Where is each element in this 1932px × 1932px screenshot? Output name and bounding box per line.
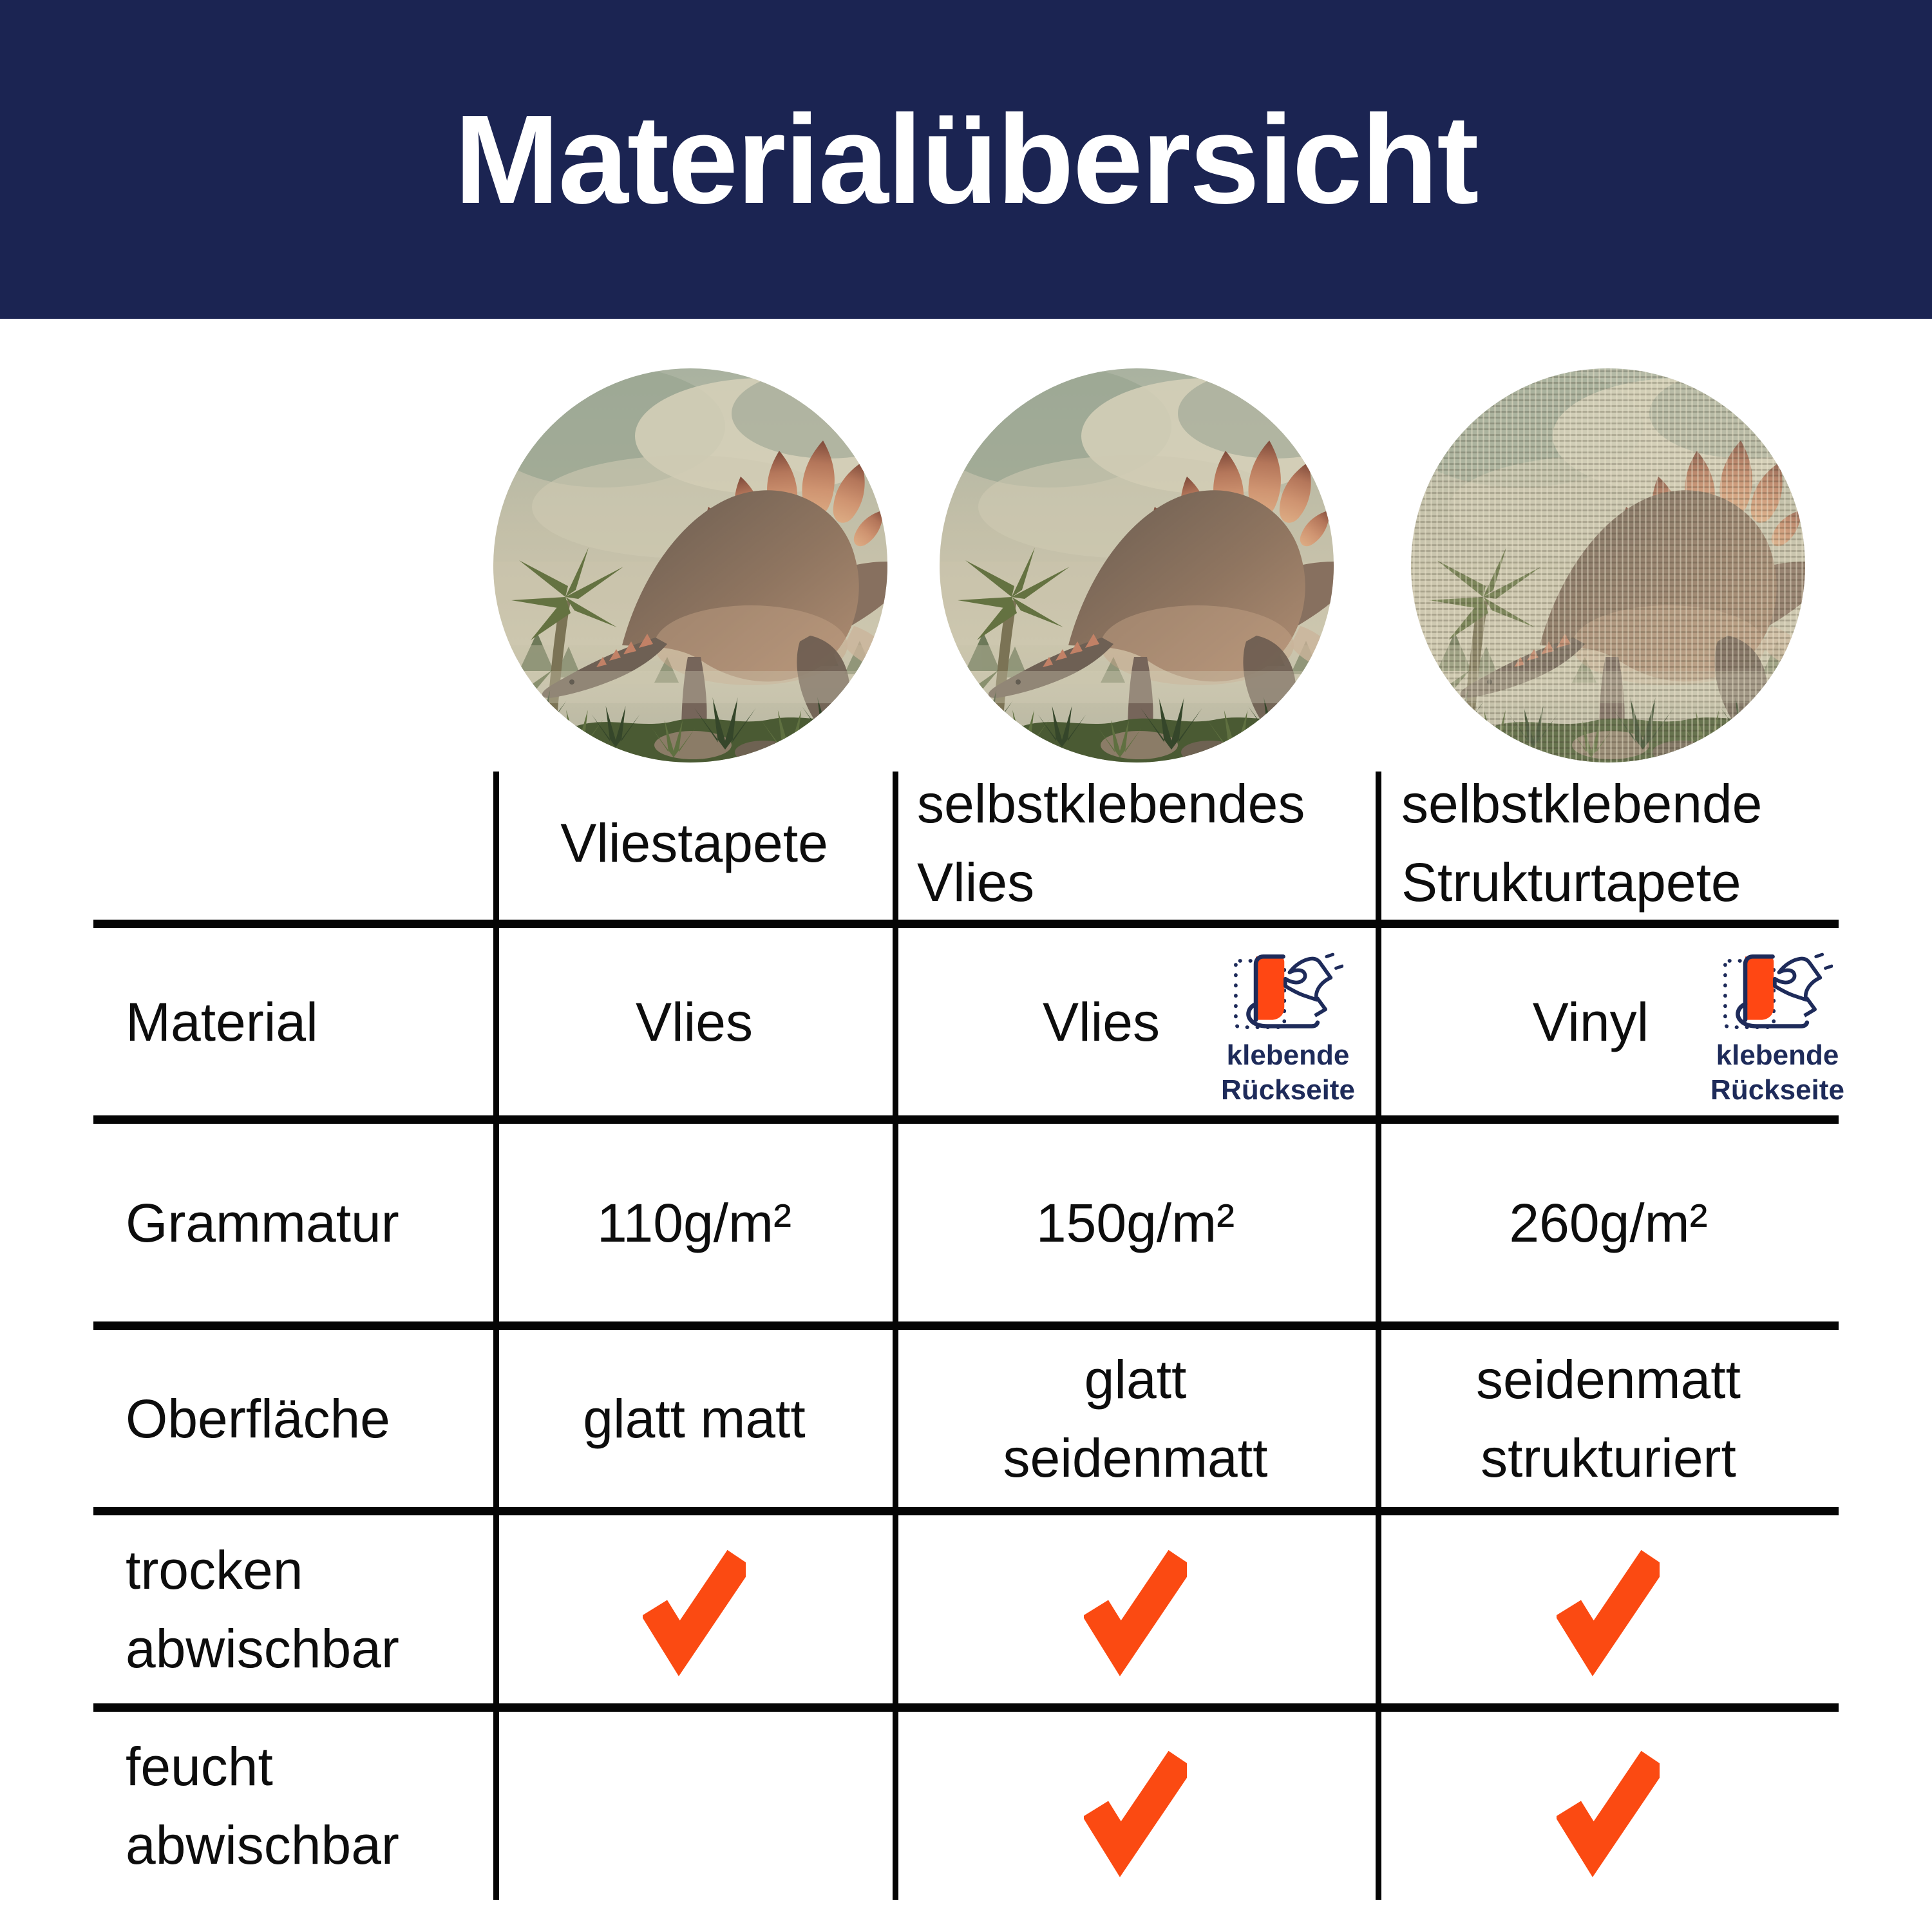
checkmark-icon: [1084, 1531, 1187, 1679]
checkmark-icon: [1084, 1732, 1187, 1880]
stegosaurus-photo: [493, 368, 887, 762]
cell-oberflaeche-col1: glatt matt: [583, 1388, 806, 1449]
stegosaurus-photo: [940, 368, 1334, 762]
cell-oberflaeche-col2: glatt seidenmatt: [1003, 1349, 1268, 1488]
checkmark-icon: [1557, 1732, 1660, 1880]
grid-line-h: [93, 1321, 1839, 1330]
row-label-trocken-abwischbar: trocken abwischbar: [126, 1540, 399, 1679]
checkmark-icon: [1557, 1531, 1660, 1679]
header-band: [0, 0, 1932, 319]
row-label-material: Material: [126, 991, 318, 1052]
cell-oberflaeche-col3: seidenmatt strukturiert: [1476, 1349, 1741, 1488]
adhesive-backing-badge: klebende Rückseite: [1703, 942, 1852, 1108]
product-image-strukturtapete: [1411, 368, 1805, 762]
grid-line-h: [93, 1507, 1839, 1515]
column-header-selbstklebendes-vlies: selbstklebendes Vlies: [917, 773, 1305, 913]
page-title: Materialübersicht: [454, 89, 1478, 230]
column-header-strukturtapete: selbstklebende Strukturtapete: [1401, 773, 1763, 913]
adhesive-backing-icon: [1722, 942, 1833, 1038]
cell-material-col3: Vinyl: [1532, 991, 1649, 1052]
column-header-vliestapete: Vliestapete: [560, 813, 828, 873]
cell-grammatur-col2: 150g/m²: [1036, 1192, 1235, 1253]
cell-material-col1: Vlies: [635, 991, 753, 1052]
cell-grammatur-col1: 110g/m²: [597, 1192, 791, 1253]
cell-grammatur-col3: 260g/m²: [1509, 1192, 1708, 1253]
row-label-grammatur: Grammatur: [126, 1192, 399, 1253]
row-label-oberflaeche: Oberfläche: [126, 1388, 390, 1449]
checkmark-icon: [643, 1531, 746, 1679]
adhesive-backing-icon: [1233, 942, 1343, 1038]
product-image-selbstklebendes-vlies: [940, 368, 1334, 762]
product-image-vliestapete: [493, 368, 887, 762]
row-label-feucht-abwischbar: feucht abwischbar: [126, 1736, 399, 1875]
canvas-texture-overlay: [1411, 368, 1805, 762]
grid-line-h: [93, 1703, 1839, 1712]
cell-material-col2: Vlies: [1042, 991, 1160, 1052]
grid-line-h: [93, 1115, 1839, 1124]
adhesive-backing-badge: klebende Rückseite: [1214, 942, 1362, 1108]
